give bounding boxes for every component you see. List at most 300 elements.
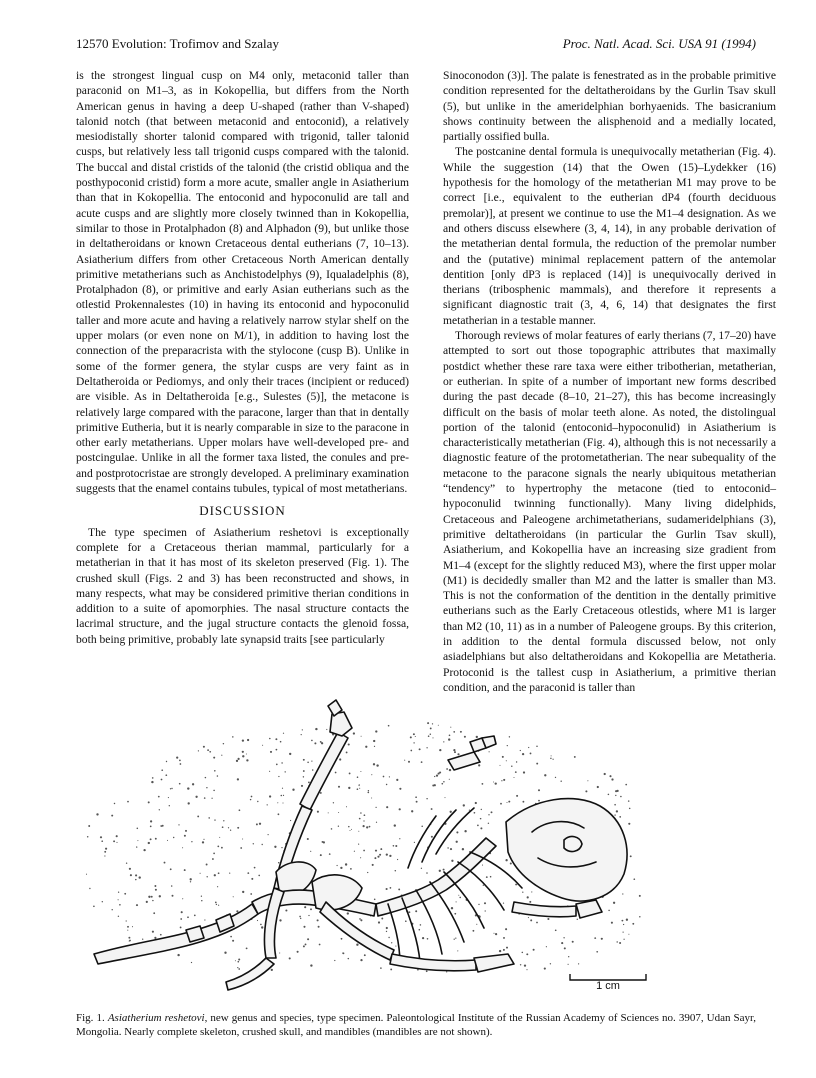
stipple-dot xyxy=(240,847,242,849)
stipple-dot xyxy=(411,810,413,812)
stipple-dot xyxy=(223,743,224,744)
stipple-dot xyxy=(251,878,253,880)
stipple-dot xyxy=(510,862,512,864)
stipple-dot xyxy=(359,785,360,786)
stipple-dot xyxy=(371,774,372,775)
stipple-dot xyxy=(413,742,414,743)
stipple-dot xyxy=(280,741,282,743)
stipple-dot xyxy=(128,937,130,939)
stipple-dot xyxy=(623,939,624,940)
stipple-dot xyxy=(444,797,445,798)
stipple-dot xyxy=(230,936,232,938)
stipple-dot xyxy=(608,794,610,796)
stipple-dot xyxy=(158,796,160,798)
stipple-dot xyxy=(503,903,504,904)
stipple-dot xyxy=(300,918,301,919)
stipple-dot xyxy=(453,731,455,733)
stipple-dot xyxy=(555,929,557,931)
stipple-dot xyxy=(311,761,312,762)
stipple-dot xyxy=(269,771,270,772)
stipple-dot xyxy=(169,805,170,806)
stipple-dot xyxy=(261,926,263,928)
stipple-dot xyxy=(209,751,211,753)
stipple-dot xyxy=(213,853,215,855)
stipple-dot xyxy=(155,838,157,840)
stipple-dot xyxy=(427,722,429,724)
right-forefoot xyxy=(576,900,602,918)
tail-vertebrae xyxy=(94,904,258,964)
stipple-dot xyxy=(203,839,204,840)
stipple-dot xyxy=(308,781,310,783)
stipple-dot xyxy=(114,803,115,804)
hindfoot xyxy=(474,954,514,972)
stipple-dot xyxy=(217,886,218,887)
stipple-dot xyxy=(197,815,199,817)
stipple-dot xyxy=(150,826,152,828)
stipple-dot xyxy=(349,772,351,774)
stipple-dot xyxy=(237,961,239,963)
stipple-dot xyxy=(350,830,351,831)
stipple-dot xyxy=(320,741,322,743)
stipple-dot xyxy=(116,835,118,837)
stipple-dot xyxy=(346,751,348,753)
stipple-dot xyxy=(178,824,179,825)
stipple-dot xyxy=(282,788,283,789)
stipple-dot xyxy=(164,862,166,864)
stipple-dot xyxy=(459,897,461,899)
stipple-dot xyxy=(520,964,521,965)
stipple-dot xyxy=(247,872,249,874)
stipple-dot xyxy=(96,813,98,815)
stipple-dot xyxy=(503,937,505,939)
stipple-dot xyxy=(522,753,524,755)
stipple-dot xyxy=(148,896,150,898)
stipple-dot xyxy=(194,915,196,917)
stipple-dot xyxy=(281,762,282,763)
stipple-dot xyxy=(422,937,424,939)
stipple-dot xyxy=(474,812,476,814)
stipple-dot xyxy=(574,756,576,758)
stipple-dot xyxy=(619,942,621,944)
stipple-dot xyxy=(217,775,219,777)
stipple-dot xyxy=(339,758,341,760)
hindlimb-tibia xyxy=(390,954,476,971)
stipple-dot xyxy=(395,870,396,871)
stipple-dot xyxy=(200,873,201,874)
stipple-dot xyxy=(430,734,431,735)
stipple-dot xyxy=(267,804,268,805)
stipple-dot xyxy=(626,919,628,921)
stipple-dot xyxy=(608,910,610,912)
stipple-dot xyxy=(348,743,350,745)
right-paragraph-1: Sinoconodon (3)]. The palate is fenestrated as in the probable primitive condition represented for the deltatheroidans by the Gurlin Tsav skull (5), but unlike in the ameridelphian borhyaenids. The basicranium shows continuity between the alisphenoid and a medially located, partially ossified bulla. xyxy=(443,69,776,144)
stipple-dot xyxy=(426,747,427,748)
right-column xyxy=(443,68,776,695)
stipple-dot xyxy=(204,797,206,799)
stipple-dot xyxy=(177,954,179,956)
stipple-dot xyxy=(363,825,365,827)
stipple-dot xyxy=(250,893,252,895)
stipple-dot xyxy=(214,819,215,820)
stipple-dot xyxy=(389,776,390,777)
stipple-dot xyxy=(87,836,89,838)
stipple-dot xyxy=(421,826,423,828)
stipple-dot xyxy=(386,888,388,890)
stipple-dot xyxy=(528,747,529,748)
stipple-dot xyxy=(310,851,311,852)
stipple-dot xyxy=(303,770,305,772)
right-paragraph-3: Thorough reviews of molar features of early therians (7, 17–20) have attempted to sort out those topographic attributes that maximally postdict whether these rare taxa were either tribotherian, metatherian, or eutherian. In spite of a number of important new forms described during the past decade (8–10, 21–27), this has become increasingly difficult on the basis of molar teeth alone. As noted, the distolingual portion of the talonid (entoconid–hypoconulid) in Asiatherium is characteristically metatherian (Fig. 4), although this is not necessarily a diagnostic feature of the protometatherian. The near subequality of the metacone to the paracone signals the nearly ubiquitous metatherian “tendency” to hypertrophy the metacone (tied to entoconid–hypoconulid twinning functionally). Many living didelphids, Cretaceous and Paleogene archimetatherians, sudameridelphians (3), primitive deltatheroidans (in particular the Gurlin Tsav skull), Asiatherium, and Kokopellia have an increasing size gradient from M1–4 (except for the slightly reduced M3), where the first upper molar (M1) is decidedly smaller than M2 and the latter is smaller than M3. This is not the conformation of the dentition in the dentally primitive eutherians such as the Early Cretaceous otlestids, where M1 is larger than M2 (10, 11) as in a number of Paleogene groups. By this criterion, in addition to the dental formula discussed below, not only asiadelphians but also deltatheroidans and Kokopellia are Metatheria. Protoconid is the tallest cusp in Asiatherium, a primitive therian condition, and the paraconid is taller than xyxy=(443,329,776,694)
stipple-dot xyxy=(312,769,314,771)
stipple-dot xyxy=(476,736,478,738)
stipple-dot xyxy=(184,869,186,871)
stipple-dot xyxy=(587,780,588,781)
stipple-dot xyxy=(206,787,207,788)
stipple-dot xyxy=(469,810,470,811)
stipple-dot xyxy=(363,850,365,852)
stipple-dot xyxy=(426,970,428,972)
stipple-dot xyxy=(301,734,302,735)
stipple-dot xyxy=(522,952,524,954)
caudal-segment xyxy=(186,926,204,942)
stipple-dot xyxy=(597,786,599,788)
stipple-dot xyxy=(454,751,456,753)
stipple-dot xyxy=(499,765,500,766)
stipple-dot xyxy=(161,826,162,827)
stipple-dot xyxy=(500,803,502,805)
stipple-dot xyxy=(112,909,113,910)
stipple-dot xyxy=(633,878,635,880)
stipple-dot xyxy=(233,896,234,897)
stipple-dot xyxy=(390,968,392,970)
stipple-dot xyxy=(184,835,186,837)
stipple-dot xyxy=(126,920,127,921)
stipple-dot xyxy=(389,855,391,857)
stipple-dot xyxy=(136,846,137,847)
stipple-dot xyxy=(347,912,349,914)
stipple-dot xyxy=(132,926,133,927)
stipple-dot xyxy=(176,756,178,758)
stipple-dot xyxy=(408,761,410,763)
stipple-dot xyxy=(208,817,210,819)
stipple-dot xyxy=(503,779,505,781)
stipple-dot xyxy=(550,758,551,759)
stipple-dot xyxy=(190,878,192,880)
stipple-dot xyxy=(623,932,624,933)
stipple-dot xyxy=(179,760,181,762)
stipple-dot xyxy=(159,895,161,897)
stipple-dot xyxy=(165,774,167,776)
stipple-dot xyxy=(410,736,412,738)
stipple-dot xyxy=(259,823,261,825)
stipple-dot xyxy=(303,759,305,761)
stipple-dot xyxy=(550,963,551,964)
stipple-dot xyxy=(609,775,611,777)
stipple-dot xyxy=(413,733,415,735)
stipple-dot xyxy=(350,868,352,870)
stipple-dot xyxy=(458,895,459,896)
stipple-dot xyxy=(488,823,489,824)
stipple-dot xyxy=(242,751,244,753)
stipple-dot xyxy=(310,964,312,966)
stipple-dot xyxy=(232,736,234,738)
stipple-dot xyxy=(376,822,377,823)
stipple-dot xyxy=(511,766,512,767)
stipple-dot xyxy=(216,904,217,905)
stipple-dot xyxy=(356,944,358,946)
stipple-dot xyxy=(577,919,578,920)
stipple-dot xyxy=(276,764,278,766)
stipple-dot xyxy=(102,901,103,902)
stipple-dot xyxy=(195,796,197,798)
stipple-dot xyxy=(307,762,309,764)
stipple-dot xyxy=(317,811,319,813)
stipple-dot xyxy=(279,952,280,953)
stipple-dot xyxy=(481,783,483,785)
stipple-dot xyxy=(416,801,418,803)
stipple-dot xyxy=(331,828,333,830)
stipple-dot xyxy=(369,826,371,828)
stipple-dot xyxy=(483,885,484,886)
stipple-dot xyxy=(552,759,553,760)
stipple-dot xyxy=(89,888,90,889)
stipple-dot xyxy=(135,879,136,880)
stipple-dot xyxy=(505,928,507,930)
stipple-dot xyxy=(450,727,451,728)
stipple-dot xyxy=(456,831,458,833)
stipple-dot xyxy=(148,842,150,844)
stipple-dot xyxy=(454,913,456,915)
stipple-dot xyxy=(346,806,347,807)
stipple-dot xyxy=(578,963,579,964)
stipple-dot xyxy=(238,958,240,960)
stipple-dot xyxy=(170,788,171,789)
stipple-dot xyxy=(236,760,238,762)
stipple-dot xyxy=(171,788,172,789)
stipple-dot xyxy=(551,755,552,756)
stipple-dot xyxy=(192,783,194,785)
stipple-dot xyxy=(522,801,524,803)
stipple-dot xyxy=(379,854,381,856)
stipple-dot xyxy=(547,918,549,920)
stipple-dot xyxy=(455,937,456,938)
stipple-dot xyxy=(228,827,229,828)
stipple-dot xyxy=(307,938,309,940)
stipple-dot xyxy=(451,860,453,862)
figure-caption xyxy=(76,1012,756,1039)
stipple-dot xyxy=(450,811,452,813)
stipple-dot xyxy=(426,872,428,874)
stipple-dot xyxy=(378,921,380,923)
stipple-dot xyxy=(289,957,291,959)
stipple-dot xyxy=(159,809,160,810)
stipple-dot xyxy=(222,826,224,828)
stipple-dot xyxy=(490,876,492,878)
stipple-dot xyxy=(333,802,334,803)
stipple-dot xyxy=(237,827,239,829)
stipple-dot xyxy=(536,746,538,748)
discussion-heading: DISCUSSION xyxy=(199,503,286,519)
stipple-dot xyxy=(530,919,532,921)
stipple-dot xyxy=(428,735,430,737)
stipple-dot xyxy=(136,904,138,906)
stipple-dot xyxy=(270,751,272,753)
stipple-dot xyxy=(171,885,173,887)
stipple-dot xyxy=(544,968,546,970)
stipple-dot xyxy=(432,723,433,724)
stipple-dot xyxy=(238,968,240,970)
stipple-dot xyxy=(561,942,563,944)
stipple-dot xyxy=(383,776,385,778)
stipple-dot xyxy=(446,768,448,770)
stipple-dot xyxy=(619,816,621,818)
stipple-dot xyxy=(292,789,294,791)
stipple-dot xyxy=(443,781,445,783)
stipple-dot xyxy=(434,784,436,786)
stipple-dot xyxy=(436,775,438,777)
stipple-dot xyxy=(305,943,307,945)
journal-citation: Proc. Natl. Acad. Sci. USA 91 (1994) xyxy=(562,36,756,51)
stipple-dot xyxy=(365,746,367,748)
stipple-dot xyxy=(202,841,204,843)
stipple-dot xyxy=(345,863,347,865)
stipple-dot xyxy=(375,730,377,732)
rib xyxy=(422,810,456,862)
stipple-dot xyxy=(360,812,362,814)
stipple-dot xyxy=(572,941,574,943)
scale-bar-label: 1 cm xyxy=(596,980,620,992)
stipple-dot xyxy=(139,876,141,878)
stipple-dot xyxy=(520,750,521,751)
stipple-dot xyxy=(596,951,598,953)
stipple-dot xyxy=(447,847,448,848)
stipple-dot xyxy=(254,867,256,869)
stipple-dot xyxy=(154,885,156,887)
stipple-dot xyxy=(410,750,412,752)
stipple-dot xyxy=(375,807,376,808)
stipple-dot xyxy=(160,934,162,936)
stipple-dot xyxy=(430,727,432,729)
stipple-dot xyxy=(166,761,167,762)
stipple-dot xyxy=(236,910,238,912)
right-paragraph-2: The postcanine dental formula is unequivocally metatherian (Fig. 4). While the suggestion (14) that the Owen (15)–Lydekker (16) hypothesis for the homology of the metatherian M1 may prove to be correct [i.e., equivalent to the eutherian dP4 (fourth deciduous premolar)], at present we continue to use the M1–4 designation. As we and others discuss elsewhere (3, 4, 14), in any probable derivation of the metatherian dental formula, the reduction of the premolar number and the (putative) minimal replacement pattern of the antemolar dentition [only dP3 is replaced (14)] is unequivocally derived in therians (tribosphenic mammals), and therefore it represents a significant diagnostic trait (3, 4, 6, 14) that designates the first metatherian in a testable manner. xyxy=(443,145,776,327)
stipple-dot xyxy=(318,926,320,928)
stipple-dot xyxy=(205,777,206,778)
hindlimb-right-tibia xyxy=(226,958,274,990)
stipple-dot xyxy=(373,763,375,765)
stipple-dot xyxy=(215,902,217,904)
stipple-dot xyxy=(456,841,458,843)
stipple-dot xyxy=(441,783,443,785)
stipple-dot xyxy=(150,838,152,840)
stipple-dot xyxy=(129,868,131,870)
stipple-dot xyxy=(438,725,439,726)
stipple-dot xyxy=(289,753,291,755)
stipple-dot xyxy=(242,739,244,741)
stipple-dot xyxy=(148,801,150,803)
stipple-dot xyxy=(457,950,458,951)
stipple-dot xyxy=(322,841,324,843)
stipple-dot xyxy=(397,859,398,860)
stipple-dot xyxy=(477,825,479,827)
stipple-dot xyxy=(366,826,368,828)
skeleton-illustration xyxy=(76,692,756,1004)
stipple-dot xyxy=(285,909,287,911)
stipple-dot xyxy=(439,771,441,773)
stipple-dot xyxy=(268,834,269,835)
stipple-dot xyxy=(301,785,303,787)
stipple-dot xyxy=(484,902,486,904)
stipple-dot xyxy=(439,870,441,872)
stipple-dot xyxy=(161,779,163,781)
stipple-dot xyxy=(632,923,634,925)
stipple-dot xyxy=(375,850,377,852)
stipple-dot xyxy=(113,840,115,842)
stipple-dot xyxy=(443,869,445,871)
stipple-dot xyxy=(528,917,529,918)
stipple-dot xyxy=(251,796,253,798)
stipple-dot xyxy=(217,846,219,848)
stipple-dot xyxy=(146,901,148,903)
stipple-dot xyxy=(360,959,362,961)
stipple-dot xyxy=(167,840,168,841)
stipple-dot xyxy=(278,862,279,863)
stipple-dot xyxy=(359,818,361,820)
stipple-dot xyxy=(246,759,248,761)
stipple-dot xyxy=(341,938,343,940)
stipple-dot xyxy=(221,847,223,849)
stipple-dot xyxy=(568,956,569,957)
stipple-dot xyxy=(398,888,400,890)
stipple-dot xyxy=(246,753,247,754)
stipple-dot xyxy=(219,837,220,838)
stipple-dot xyxy=(239,809,241,811)
stipple-dot xyxy=(198,750,199,751)
stipple-dot xyxy=(104,855,105,856)
stipple-dot xyxy=(283,795,284,796)
stipple-dot xyxy=(152,900,153,901)
stipple-dot xyxy=(242,755,244,757)
stipple-dot xyxy=(126,863,127,864)
stipple-dot xyxy=(629,808,631,810)
stipple-dot xyxy=(478,764,480,766)
stipple-dot xyxy=(105,848,107,850)
stipple-dot xyxy=(214,770,216,772)
stipple-dot xyxy=(303,776,304,777)
stipple-dot xyxy=(613,902,615,904)
stipple-dot xyxy=(620,796,622,798)
stipple-dot xyxy=(516,795,518,797)
stipple-dot xyxy=(150,820,152,822)
stipple-dot xyxy=(503,949,505,951)
stipple-dot xyxy=(359,788,360,789)
stipple-dot xyxy=(367,792,369,794)
stipple-dot xyxy=(218,872,220,874)
stipple-dot xyxy=(526,953,528,955)
stipple-dot xyxy=(137,828,139,830)
stipple-dot xyxy=(475,802,477,804)
stipple-dot xyxy=(93,905,95,907)
stipple-dot xyxy=(329,853,331,855)
stipple-dot xyxy=(421,761,423,763)
stipple-dot xyxy=(201,896,202,897)
stipple-dot xyxy=(493,782,494,783)
stipple-dot xyxy=(526,969,527,970)
stipple-dot xyxy=(348,826,350,828)
stipple-dot xyxy=(516,761,517,762)
stipple-dot xyxy=(453,749,455,751)
stipple-dot xyxy=(522,892,523,893)
